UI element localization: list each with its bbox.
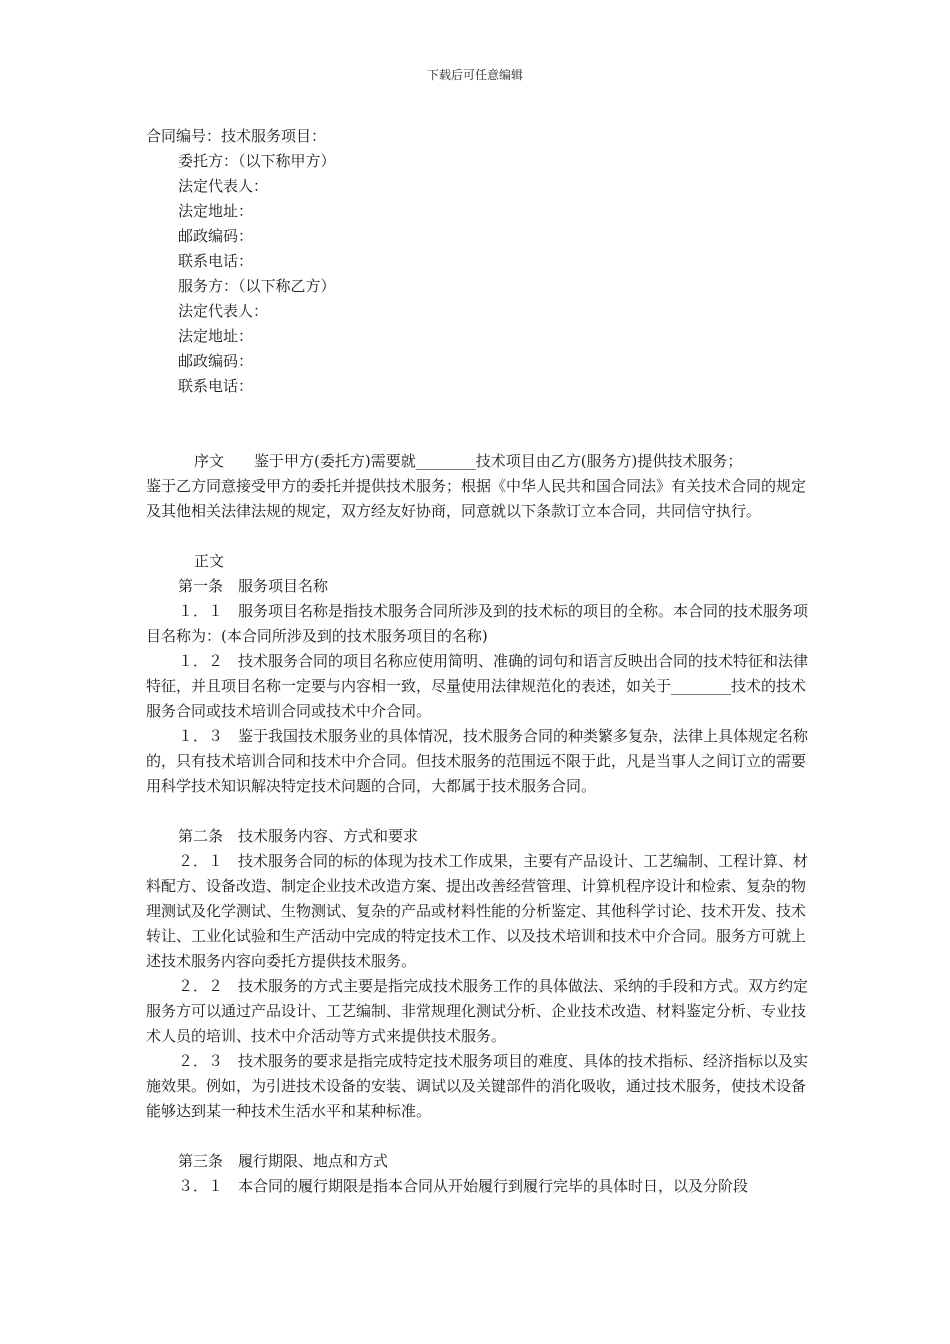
article-2-title: 第二条 技术服务内容、方式和要求 [178, 827, 419, 845]
article-1-clause-3: １．３ 鉴于我国技术服务业的具体情况，技术服务合同的种类繁多复杂，法律上具体规定名称的，只有技术培训合同和技术中介合同。但技术服务的范围远不限于此，凡是当事人之间订立的需要用科学技术知识解决特定技术问题的合同，大都属于技术服务合同。 [146, 727, 809, 795]
article-1-clause-2: １．２ 技术服务合同的项目名称应使用简明、准确的词句和语言反映出合同的技术特征和法律特征，并且项目名称一定要与内容相一致，尽量使用法律规范化的表述，如关于________技术的技术服务合同或技术培训合同或技术中介合同。 [146, 652, 809, 720]
spacer [146, 1124, 810, 1149]
provider-zipcode: 邮政编码： [178, 352, 254, 370]
main-title: 正文 [194, 552, 225, 570]
provider-phone: 联系电话： [178, 377, 254, 395]
client-representative: 法定代表人： [178, 177, 269, 195]
contract-number: 合同编号：技术服务项目： [146, 127, 327, 145]
client-address: 法定地址： [178, 202, 254, 220]
client-party: 委托方：（以下称甲方） [178, 152, 336, 170]
provider-party: 服务方：（以下称乙方） [178, 277, 336, 295]
client-phone: 联系电话： [178, 252, 254, 270]
client-zipcode: 邮政编码： [178, 227, 254, 245]
document-body [146, 124, 810, 1199]
provider-representative: 法定代表人： [178, 302, 269, 320]
preface-text: 鉴于乙方同意接受甲方的委托并提供技术服务；根据《中华人民共和国合同法》有关技术合同的规定及其他相关法律法规的规定，双方经友好协商，同意就以下条款订立本合同，共同信守执行。 [146, 477, 807, 520]
spacer [146, 524, 810, 549]
article-1-title: 第一条 服务项目名称 [178, 577, 329, 595]
page-header: 下载后可任意编辑 [426, 68, 523, 82]
spacer [146, 399, 810, 449]
preface-first-line: 序文 鉴于甲方(委托方)需要就________技术项目由乙方(服务方)提供技术服务； [194, 452, 743, 470]
provider-address: 法定地址： [178, 327, 254, 345]
article-2-clause-3: ２．３ 技术服务的要求是指完成特定技术服务项目的难度、具体的技术指标、经济指标以及实施效果。例如，为引进技术设备的安装、调试以及关键部件的消化吸收，通过技术服务，使技术设备能够达到某一种技术生活水平和某种标准。 [146, 1052, 809, 1120]
spacer [146, 799, 810, 824]
article-2-clause-1: ２．１ 技术服务合同的标的体现为技术工作成果，主要有产品设计、工艺编制、工程计算、材料配方、设备改造、制定企业技术改造方案、提出改善经营管理、计算机程序设计和检索、复杂的物理测试及化学测试、生物测试、复杂的产品或材料性能的分析鉴定、其他科学讨论、技术开发、技术转让、工业化试验和生产活动中完成的特定技术工作、以及技术培训和技术中介合同。服务方可就上述技术服务内容向委托方提供技术服务。 [146, 852, 809, 970]
article-3-clause-1: ３．１ 本合同的履行期限是指本合同从开始履行到履行完毕的具体时日，以及分阶段 [178, 1177, 749, 1195]
article-2-clause-2: ２．２ 技术服务的方式主要是指完成技术服务工作的具体做法、采纳的手段和方式。双方约定服务方可以通过产品设计、工艺编制、非常规理化测试分析、企业技术改造、材料鉴定分析、专业技术人员的培训、技术中介活动等方式来提供技术服务。 [146, 977, 809, 1045]
article-1-clause-1: １．１ 服务项目名称是指技术服务合同所涉及到的技术标的项目的全称。本合同的技术服务项目名称为：(本合同所涉及到的技术服务项目的名称) [146, 602, 809, 645]
article-3-title: 第三条 履行期限、地点和方式 [178, 1152, 389, 1170]
